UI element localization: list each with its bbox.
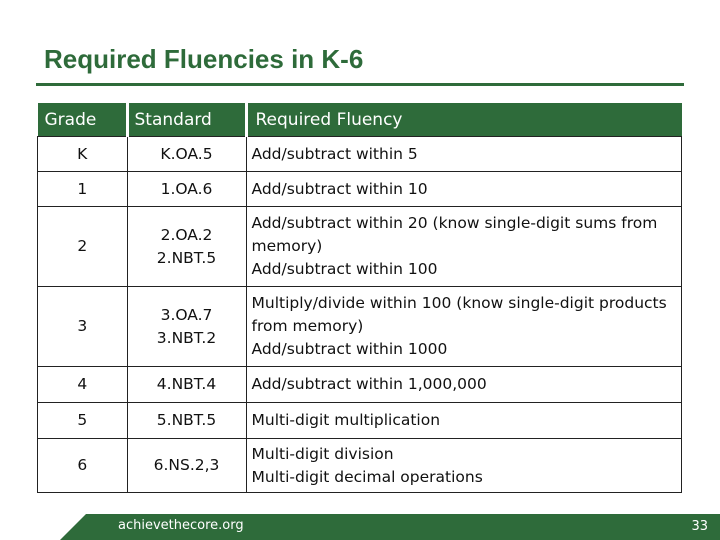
fluency-line: Add/subtract within 10 <box>251 179 428 198</box>
fluency-line: Add/subtract within 100 <box>251 260 438 278</box>
header-grade: Grade <box>38 103 128 137</box>
grade-cell: 3 <box>38 287 128 367</box>
standard-code: 2.NBT.5 <box>156 248 217 267</box>
fluency-line: Multi-digit multiplication <box>251 411 441 429</box>
fluency-table <box>37 103 682 493</box>
fluency-line: Multi-digit decimal operations <box>251 467 483 486</box>
standard-cell <box>127 439 246 493</box>
slide-title: Required Fluencies in K-6 <box>44 44 364 74</box>
fluency-line: from memory) <box>251 317 364 335</box>
fluency-line: memory) <box>251 237 323 255</box>
grade-cell: 6 <box>38 439 128 493</box>
table-row <box>38 287 682 367</box>
header-standard: Standard <box>127 103 246 137</box>
table-row <box>38 172 682 207</box>
fluency-line: Multiply/divide within 100 (know single-digit products <box>251 294 667 312</box>
fluency-line: Add/subtract within 1000 <box>251 340 448 358</box>
standard-code: 6.NS.2,3 <box>153 456 220 474</box>
standard-cell <box>127 172 246 207</box>
fluency-cell <box>246 367 682 403</box>
grade-cell: K <box>38 137 128 172</box>
fluency-line: Multi-digit division <box>251 444 394 463</box>
standard-code: 3.NBT.2 <box>156 328 217 347</box>
header-required-fluency: Required Fluency <box>246 103 682 137</box>
table-row <box>38 137 682 172</box>
standard-cell <box>127 403 246 439</box>
standard-cell <box>127 137 246 172</box>
standard-code: 3.OA.7 <box>160 305 213 324</box>
fluency-cell <box>246 137 682 172</box>
grade-cell: 1 <box>38 172 128 207</box>
standard-code: K.OA.5 <box>160 144 213 163</box>
table-row <box>38 367 682 403</box>
fluency-cell <box>246 172 682 207</box>
standard-cell <box>127 207 246 287</box>
standard-cell <box>127 367 246 403</box>
grade-cell: 5 <box>38 403 128 439</box>
fluency-cell <box>246 403 682 439</box>
fluency-cell <box>246 439 682 493</box>
title-divider <box>36 83 684 86</box>
footer-site-text: achievethecore.org <box>118 518 244 533</box>
fluency-line: Add/subtract within 5 <box>251 144 418 163</box>
grade-cell: 2 <box>38 207 128 287</box>
table-header-row <box>38 103 682 137</box>
table-row <box>38 403 682 439</box>
page-number: 33 <box>691 519 708 534</box>
fluency-cell <box>246 207 682 287</box>
standard-code: 5.NBT.5 <box>156 411 217 429</box>
table-row <box>38 439 682 493</box>
fluency-cell <box>246 287 682 367</box>
standard-code: 1.OA.6 <box>160 179 213 198</box>
table-row <box>38 207 682 287</box>
fluency-line: Add/subtract within 1,000,000 <box>251 375 487 393</box>
standard-cell <box>127 287 246 367</box>
standard-code: 4.NBT.4 <box>156 375 217 393</box>
fluency-line: Add/subtract within 20 (know single-digit sums from <box>251 214 658 232</box>
standard-code: 2.OA.2 <box>160 225 213 244</box>
grade-cell: 4 <box>38 367 128 403</box>
